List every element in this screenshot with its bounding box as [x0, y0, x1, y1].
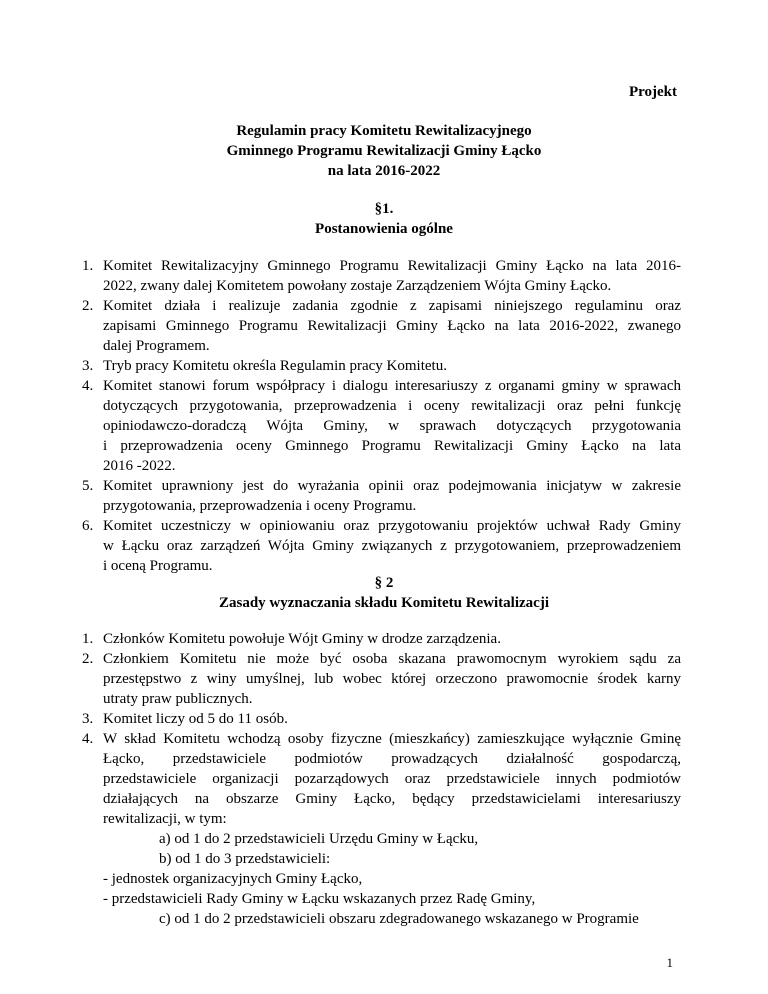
list-item-line: i przeprowadzenia oceny Gminnego Programu Rewitalizacji Gminy Łącko na lata — [103, 438, 681, 454]
doc-title-line-2: Gminnego Programu Rewitalizacji Gminy Łącko — [226, 143, 542, 159]
page-number: 1 — [666, 955, 673, 970]
list-item-line: Komitet uprawniony jest do wyrażania opinii oraz podejmowania inicjatyw w zakresie — [103, 478, 681, 494]
list-item-line: rewitalizacji, w tym: — [103, 811, 227, 827]
list-number: 4. — [82, 731, 94, 747]
list-item-line: W skład Komitetu wchodzą osoby fizyczne (mieszkańcy) zamieszkujące wyłącznie Gminę — [103, 731, 681, 747]
list-number: 6. — [82, 518, 94, 534]
list-item-line: Łącko, przedstawiciele podmiotów prowadzących działalność gospodarczą, — [103, 751, 681, 767]
list-item-line: utraty praw publicznych. — [103, 691, 253, 707]
list-number: 4. — [82, 378, 94, 394]
list-item-line: Komitet uczestniczy w opiniowaniu oraz przygotowaniu projektów uchwał Rady Gminy — [103, 518, 681, 534]
list-item-line: 2016 -2022. — [103, 458, 176, 474]
list-item-line: Członkiem Komitetu nie może być osoba skazana prawomocnym wyrokiem sądu za — [103, 651, 681, 667]
section-2-number: § 2 — [374, 575, 394, 591]
list-item-line: dotyczących przygotowania, przeprowadzenia i oceny rewitalizacji oraz pełni funkcję — [103, 398, 681, 414]
list-item-line: dalej Programem. — [103, 338, 210, 354]
list-item-line: opiniodawczo-doradczą Wójta Gminy, w sprawach dotyczących przygotowania — [103, 418, 681, 434]
sub-item-b: b) od 1 do 3 przedstawicieli: — [159, 851, 331, 867]
list-number: 1. — [82, 631, 94, 647]
list-number: 2. — [82, 298, 94, 314]
list-item-line: Komitet Rewitalizacyjny Gminnego Programu Rewitalizacji Gminy Łącko na lata 2016- — [103, 258, 681, 274]
list-item-line: działających na obszarze Gminy Łącko, będący przedstawicielami interesariuszy — [103, 791, 681, 807]
list-number: 2. — [82, 651, 94, 667]
section-1-number: §1. — [374, 201, 394, 217]
section-1-heading: Postanowienia ogólne — [315, 221, 453, 237]
list-item-line: zapisami Gminnego Programu Rewitalizacji Gminy Łącko na lata 2016-2022, zwanego — [103, 318, 681, 334]
list-item-line: Komitet stanowi forum współpracy i dialogu interesariuszy z organami gminy w sprawach — [103, 378, 681, 394]
list-item-line: przedstawiciele organizacji pozarządowych oraz przedstawiciele innych podmiotów — [103, 771, 681, 787]
list-item-line: w Łącku oraz zarządzeń Wójta Gminy związanych z przygotowaniem, przeprowadzeniem — [103, 538, 681, 554]
project-label: Projekt — [628, 84, 677, 100]
list-number: 3. — [82, 711, 94, 727]
list-number: 5. — [82, 478, 94, 494]
doc-title-line-3: na lata 2016-2022 — [327, 163, 441, 179]
sub-item-b-2: - przedstawicieli Rady Gminy w Łącku wskazanych przez Radę Gminy, — [103, 891, 536, 907]
section-2-heading: Zasady wyznaczania składu Komitetu Rewitalizacji — [219, 595, 549, 611]
list-item-line: Członków Komitetu powołuje Wójt Gminy w drodze zarządzenia. — [103, 631, 501, 647]
list-number: 1. — [82, 258, 94, 274]
sub-item-c: c) od 1 do 2 przedstawicieli obszaru zdegradowanego wskazanego w Programie — [159, 911, 639, 927]
doc-title-line-1: Regulamin pracy Komitetu Rewitalizacyjnego — [236, 123, 532, 139]
sub-item-a: a) od 1 do 2 przedstawicieli Urzędu Gminy w Łącku, — [159, 831, 479, 847]
list-item-line: przygotowania, przeprowadzenia i oceny Programu. — [103, 498, 417, 514]
sub-item-b-1: - jednostek organizacyjnych Gminy Łącko, — [103, 871, 363, 887]
list-item-line: przestępstwo z winy umyślnej, lub wobec której orzeczono prawomocnie środek karny — [103, 671, 681, 687]
list-item-line: Komitet działa i realizuje zadania zgodnie z zapisami niniejszego regulaminu oraz — [103, 298, 681, 314]
list-item-line: 2022, zwany dalej Komitetem powołany zostaje Zarządzeniem Wójta Gminy Łącko. — [103, 278, 612, 294]
list-item-line: Tryb pracy Komitetu określa Regulamin pracy Komitetu. — [103, 358, 447, 374]
list-item-line: i oceną Programu. — [103, 558, 213, 574]
list-item-line: Komitet liczy od 5 do 11 osób. — [103, 711, 288, 727]
list-number: 3. — [82, 358, 94, 374]
